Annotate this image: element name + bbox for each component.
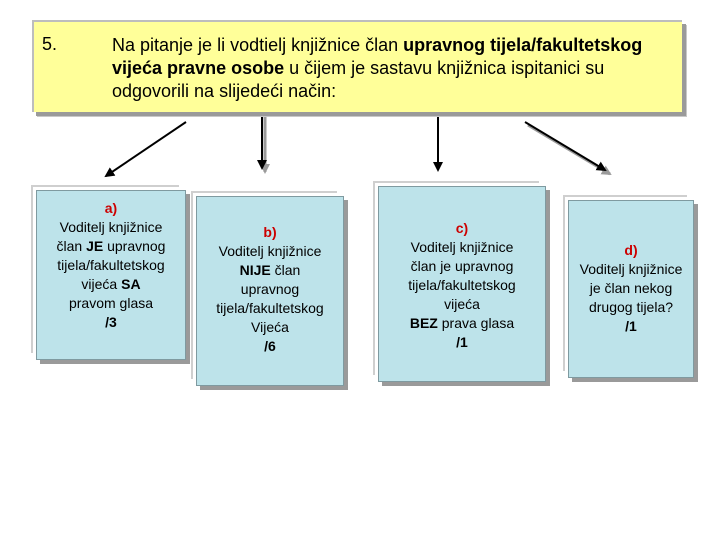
answer-a-line2: član JE upravnog	[56, 238, 166, 254]
answer-b-letter: b)	[263, 224, 277, 240]
answer-c-count: /1	[456, 334, 468, 350]
question-box	[32, 20, 682, 112]
question-text	[112, 34, 672, 103]
answer-b-line2: NIJE član	[239, 262, 301, 278]
answer-d-line1: Voditelj knjižnice	[579, 261, 683, 277]
arrow-a	[106, 122, 186, 176]
answer-a-count: /3	[105, 314, 117, 330]
answer-c-letter: c)	[455, 220, 469, 236]
answer-card-c	[378, 186, 546, 382]
answer-a-line1: Voditelj knjižnice	[59, 219, 163, 235]
question-number: 5.	[42, 34, 58, 54]
answer-c-line5: BEZ prava glasa	[409, 315, 515, 331]
answer-b-line5: Vijeća	[251, 319, 289, 335]
answer-a-line4: vijeća SA	[81, 276, 141, 292]
answer-b-count: /6	[264, 338, 276, 354]
answer-b-line1: Voditelj knjižnice	[218, 243, 322, 259]
answer-b-line4: tijela/fakultetskog	[216, 300, 324, 316]
answer-c-line2: član je upravnog	[410, 258, 514, 274]
answer-card-b	[196, 196, 344, 386]
answer-c-line3: tijela/fakultetskog	[408, 277, 516, 293]
arrow-d	[525, 122, 605, 170]
question-text-start: Na pitanje je li vodtielj knjižnice član	[112, 35, 404, 55]
answer-a-line3: tijela/fakultetskog	[57, 257, 165, 273]
question-text-bold: upravnog tijela/fakultetskog vijeća pravne osobe	[112, 35, 643, 78]
answer-d-line3: drugog tijela?	[588, 299, 674, 315]
answer-card-d	[568, 200, 694, 378]
answer-b-line3: upravnog	[240, 281, 300, 297]
answer-d-line2: je član nekog	[589, 280, 673, 296]
answer-c-line1: Voditelj knjižnice	[410, 239, 514, 255]
answer-a-line5: pravom glasa	[68, 295, 154, 311]
answer-card-a	[36, 190, 186, 360]
answer-d-letter: d)	[624, 242, 638, 258]
question-text-end: u čijem je sastavu knjižnica ispitanici su odgovorili na slijedeći način:	[112, 58, 605, 101]
answer-d-count: /1	[625, 318, 637, 334]
answer-c-line4: vijeća	[444, 296, 480, 312]
answer-a-letter: a)	[104, 200, 118, 216]
